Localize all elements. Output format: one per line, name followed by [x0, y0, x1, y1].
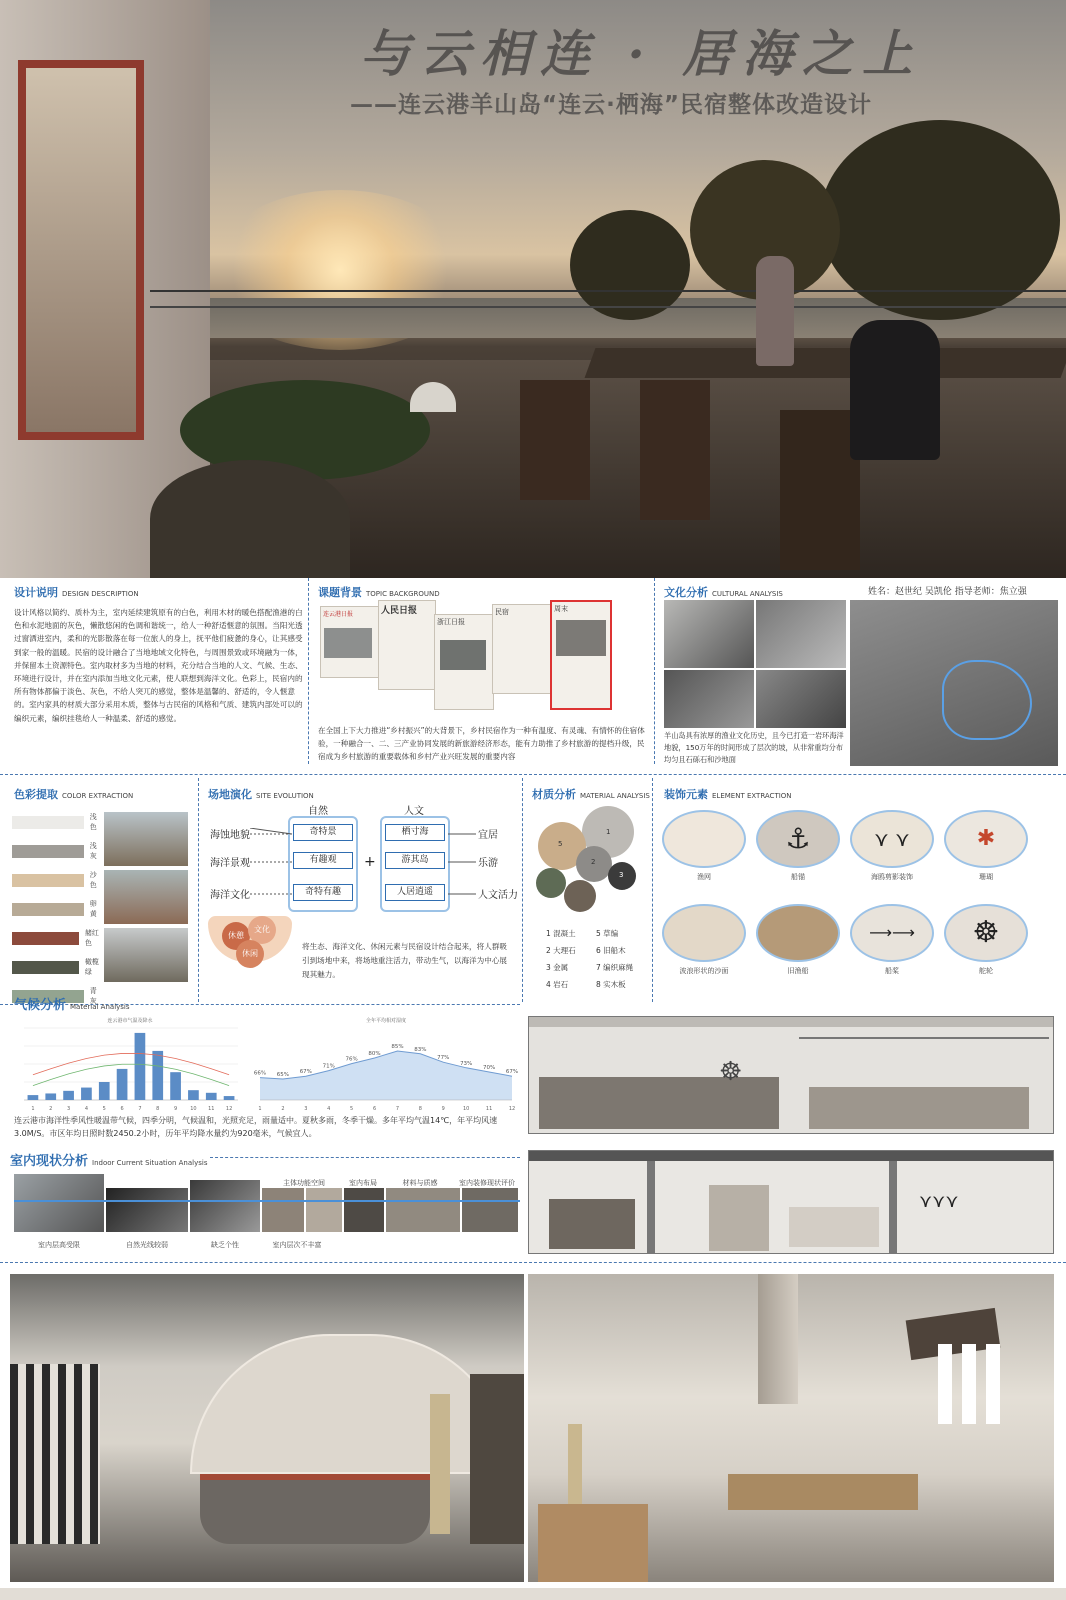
hero-rendering	[0, 0, 1066, 578]
right-label: 乐游	[478, 858, 498, 869]
culture-photo	[664, 600, 754, 668]
counter	[539, 1077, 779, 1129]
newspaper: 连云港日报	[320, 606, 380, 678]
window-slot	[986, 1344, 1000, 1424]
door	[709, 1185, 769, 1251]
site-boundary	[942, 660, 1032, 740]
bar	[206, 1093, 217, 1100]
news-photo	[556, 620, 606, 656]
divider	[308, 578, 309, 764]
bottom-strip	[0, 1588, 1066, 1600]
wood-stool	[538, 1504, 648, 1582]
material-analysis	[532, 786, 650, 802]
bar	[152, 1051, 163, 1100]
bar	[28, 1095, 39, 1100]
divider	[522, 778, 523, 1002]
section-heading: 材质分析 MATERIAL ANALYSIS	[532, 788, 650, 801]
ceiling-band	[529, 1017, 1054, 1027]
series-line	[33, 1064, 229, 1085]
newspaper: 浙江日报	[434, 614, 494, 710]
rock	[150, 460, 350, 578]
bar	[81, 1088, 92, 1100]
railing	[150, 306, 1066, 308]
material-circle: 5	[538, 822, 586, 870]
color-extraction	[14, 786, 133, 802]
color-swatch	[12, 961, 79, 974]
venn-diagram	[208, 916, 292, 980]
seated-person	[850, 320, 940, 460]
indoor-photo	[344, 1188, 384, 1232]
section-divider	[0, 1262, 1066, 1263]
tick-label: 11	[208, 1106, 215, 1112]
tick-label: 9	[173, 1106, 178, 1112]
poster-title: 与云相连 · 居海之上	[360, 24, 923, 83]
tick-label: 3	[304, 1106, 308, 1112]
window-slot	[962, 1344, 976, 1424]
partition	[647, 1161, 655, 1254]
section-heading: 课题背景 TOPIC BACKGROUND	[318, 586, 440, 599]
railing	[150, 290, 1066, 292]
material-circle	[536, 868, 566, 898]
elevation-lower	[528, 1150, 1054, 1254]
tick-label: 5	[102, 1106, 106, 1112]
element-caption: 船桨	[885, 967, 899, 975]
left-label: 海洋景观	[210, 858, 250, 869]
bar	[224, 1096, 235, 1100]
swatch-list: 浅色 浅灰 沙色 卵黄 赭红色 橄榄绿 青灰	[12, 812, 102, 1015]
section-heading: 装饰元素 ELEMENT EXTRACTION	[664, 788, 792, 801]
window-frame	[18, 60, 144, 440]
culture-pill: 栖寸海	[385, 824, 445, 841]
newspaper: 人民日报	[378, 600, 436, 690]
indoor-photo	[306, 1188, 342, 1232]
striped-screen	[10, 1364, 100, 1544]
news-photo	[324, 628, 372, 658]
pampas-vase	[568, 1424, 582, 1504]
section-heading: 文化分析 CULTURAL ANALYSIS	[664, 586, 783, 599]
divider	[652, 778, 653, 1002]
material-circle: 1	[582, 806, 634, 858]
indoor-photo	[14, 1174, 104, 1232]
tick-label: 12	[225, 1106, 233, 1112]
culture-pill: 人居逍遥	[385, 884, 445, 901]
culture-photo	[756, 600, 846, 668]
right-label: 人文活力	[478, 890, 518, 901]
element-caption: 舵轮	[979, 967, 993, 975]
sand-wave-icon	[662, 904, 746, 962]
indoor-caption: 自然光线较弱	[126, 1241, 168, 1249]
bed	[789, 1207, 879, 1247]
indoor-caption: 室内层次不丰富	[272, 1241, 322, 1249]
tick-label: 4	[84, 1106, 89, 1112]
tick-label: 5	[350, 1106, 354, 1112]
tick-label: 9	[441, 1106, 445, 1112]
color-swatch	[12, 903, 84, 916]
coral-icon: ✱	[944, 810, 1028, 868]
color-swatch	[12, 845, 84, 858]
nature-pill: 有趣观	[293, 852, 353, 869]
indoor-caption-top: 材料与质感	[402, 1179, 438, 1187]
tick-label: 6	[120, 1106, 124, 1112]
tick-label: 10	[190, 1106, 197, 1112]
venn-circle: 文化	[248, 916, 276, 944]
wave-line	[14, 1200, 520, 1202]
section-heading: 场地演化 SITE EVOLUTION	[208, 788, 314, 801]
stone-wall	[470, 1374, 524, 1544]
material-circle: 3	[608, 862, 636, 890]
tick-label: 4	[327, 1106, 331, 1112]
ship-wheel-icon: ☸	[944, 904, 1028, 962]
indoor-photo	[262, 1188, 304, 1232]
tick-label: 11	[485, 1106, 493, 1112]
climate-bar-chart	[14, 1014, 246, 1114]
material-circles	[534, 806, 654, 916]
element-caption: 旧渔船	[787, 967, 809, 975]
element-caption: 海鸥剪影装饰	[871, 873, 913, 881]
description-text: 设计风格以简约、质朴为主，室内延续建筑原有的白色，利用木材的暖色搭配渔港的白色和水泥地面的灰色，懒散悠闲的色调和谐统一，给人一种舒适惬意的氛围。当阳光透过窗洒进室内，柔和的光影散落在每一位旅人的身上，抚平他们疲惫的身心，让其感受到家一般的温暖。民宿的设计融合了当地地域文化特色，与周围景致或环境融为一体，并保留本土资源特色。室内取材多为当地的材料，充分结合当地的人文、气候、生态、环境进行设计，并在室内添加当地文化元素，使人联想到海洋文化。色彩上，民宿内的所有物体都偏于淡色、灰色，不给人突兀的感觉，整体是温馨的、舒适的，令人惬意的。室内家具的材质大部分采用木质，整体与古民宿的风格和气质、建筑内部处可以的编织元素，编织挂毯给人一种温柔、舒适的感觉。	[14, 608, 303, 723]
topic-background	[318, 584, 650, 600]
bar	[188, 1090, 199, 1100]
tick-label: 1	[258, 1106, 262, 1112]
section-heading: 室内现状分析 Indoor Current Situation Analysis	[10, 1154, 208, 1169]
section-heading: 气候分析 Material Analysis	[14, 998, 130, 1013]
newspaper: 周末	[550, 600, 612, 710]
topic-text: 在全国上下大力推进“乡村振兴”的大背景下，乡村民宿作为一种有温度、有灵魂、有情怀的住宿体验，一种融合一、二、三产业协同发展的新旅游经济形态，能有力助推了乡村旅游的提档升级，民宿成为乡村旅游的重要载体和乡村产业兴旺发展的重要内容	[318, 726, 645, 761]
left-label: 海蚀地貌	[210, 830, 250, 841]
tick-label: 7	[138, 1106, 142, 1112]
interior-render-reception	[10, 1274, 524, 1582]
chart-title: 全年平均相对湿度	[365, 1018, 407, 1024]
element-caption: 珊瑚	[979, 873, 993, 881]
element-caption: 船锚	[791, 873, 805, 881]
venn-circle: 休闲	[236, 940, 264, 968]
data-label: 67%	[299, 1069, 312, 1076]
element-caption: 渔网	[697, 873, 711, 881]
culture-text: 羊山岛具有浓厚的渔业文化历史，且今已打造一岩环海洋地貌，150万年的时间形成了层次的坡，从非常重均分布均匀且石砾石和沙地面	[664, 731, 844, 764]
climate-text: 连云港市海洋性季风性暖温带气候，四季分明，气候温和，光照充足，雨量适中。夏秋多雨，冬季干燥。多年平均气温14℃，年平均风速3.0M/S。市区年均日照时数2450.2小时，历年平均降水量约为920毫米，气候宜人。	[14, 1116, 498, 1138]
ship-wheel-icon: ☸	[719, 1057, 743, 1087]
section-heading: 色彩提取 COLOR EXTRACTION	[14, 788, 134, 801]
indoor-caption-top: 室内布局	[349, 1179, 377, 1187]
data-label: 65%	[276, 1072, 290, 1078]
culture-pill: 游其岛	[385, 852, 445, 869]
bar	[63, 1091, 74, 1100]
right-label: 宜居	[478, 830, 498, 841]
newspaper: 民宿	[492, 604, 552, 694]
boat-icon	[756, 904, 840, 962]
plus-sign: +	[364, 854, 376, 870]
curved-wall	[190, 1334, 510, 1474]
elevation-upper	[528, 1016, 1054, 1134]
element-caption: 波浪形状的沙面	[679, 967, 729, 975]
island-map	[850, 600, 1058, 766]
bar	[170, 1072, 181, 1100]
color-swatch	[12, 932, 79, 945]
material-circle	[564, 880, 596, 912]
color-photo	[104, 870, 188, 924]
chair	[780, 410, 860, 570]
seagull-icon: ⋎⋎⋎	[919, 1191, 959, 1212]
tick-label: 2	[49, 1106, 53, 1112]
indoor-photo	[106, 1188, 188, 1232]
indoor-caption-top: 主体功能空间	[283, 1179, 325, 1187]
data-label: 73%	[460, 1060, 473, 1067]
nature-pill: 奇特有趣	[293, 884, 353, 901]
indoor-caption-top: 室内装修现状评价	[459, 1179, 515, 1187]
data-label: 85%	[391, 1044, 404, 1050]
tick-label: 8	[418, 1106, 422, 1112]
humidity-line-chart	[252, 1014, 520, 1114]
table	[809, 1087, 1029, 1129]
data-label: 76%	[345, 1056, 358, 1063]
data-label: 67%	[505, 1069, 519, 1076]
material-list: 1 混凝土 5 草编 2 大理石 6 旧船木 3 金属 7 编织麻绳 4 岩石 8 实木板	[546, 929, 634, 989]
oar-icon: ⟶⟶	[850, 904, 934, 962]
site-evolution	[208, 786, 314, 802]
color-swatch	[12, 874, 84, 887]
indoor-analysis	[10, 1150, 207, 1169]
bar	[45, 1093, 56, 1100]
standing-person	[756, 256, 794, 366]
indoor-photo	[190, 1180, 260, 1232]
bar	[99, 1082, 110, 1100]
tick-label: 1	[31, 1106, 35, 1112]
ceiling-band	[529, 1151, 1054, 1161]
section-heading: 设计说明 DESIGN DESCRIPTION	[14, 586, 139, 599]
pampas-vase	[430, 1394, 450, 1534]
tick-label: 6	[372, 1106, 377, 1112]
chair	[520, 380, 590, 500]
bar	[135, 1033, 146, 1100]
furniture	[549, 1199, 635, 1249]
dining-table	[728, 1474, 918, 1510]
anchor-icon: ⚓	[756, 810, 840, 868]
reception-desk	[200, 1474, 430, 1544]
material-circle: 2	[576, 846, 612, 882]
color-photo	[104, 812, 188, 866]
indoor-photo	[386, 1188, 460, 1232]
tick-label: 3	[66, 1106, 71, 1112]
interior-render-dining	[528, 1274, 1054, 1582]
evolution-arrows	[250, 828, 550, 902]
tick-label: 2	[281, 1106, 285, 1112]
section-divider	[210, 1157, 520, 1158]
nature-title: 自然	[308, 806, 328, 817]
indoor-photo	[462, 1188, 518, 1232]
culture-photo	[756, 670, 846, 728]
left-label: 海洋文化	[210, 890, 250, 901]
divider	[198, 778, 199, 1002]
data-label: 66%	[253, 1070, 267, 1077]
tick-label: 10	[462, 1106, 470, 1112]
tick-label: 7	[395, 1106, 400, 1112]
news-photo	[440, 640, 486, 670]
tick-label: 8	[156, 1106, 160, 1112]
data-label: 80%	[368, 1051, 381, 1057]
evolution-text: 将生态、海洋文化、休闲元素与民宿设计结合起来，将人群吸引到场地中来，将场地重注活力，带动生气，以海洋为中心展现其魅力。	[302, 942, 508, 979]
ceiling-fin	[758, 1274, 798, 1404]
fishing-net-icon	[662, 810, 746, 868]
credits: 姓名：赵世纪 吴凯伦 指导老师：焦立强	[868, 587, 1027, 597]
dining-table	[585, 348, 1066, 378]
bar	[117, 1069, 128, 1100]
culture-title: 人文	[404, 806, 424, 817]
tree	[570, 210, 690, 320]
seagull-icon: ⋎ ⋎	[850, 810, 934, 868]
indoor-photos	[14, 1170, 520, 1256]
culture-photo	[664, 670, 754, 728]
poster-subtitle: ——连云港羊山岛“连云·栖海”民宿整体改造设计	[350, 92, 872, 118]
color-photo	[104, 928, 188, 982]
divider	[654, 578, 655, 764]
design-description	[14, 584, 306, 725]
indoor-caption: 室内层高受限	[38, 1241, 80, 1249]
venn-circle: 休憩	[222, 922, 250, 950]
nature-pill: 奇特景	[293, 824, 353, 841]
window-slot	[938, 1344, 952, 1424]
humidity-area	[260, 1051, 512, 1100]
data-label: 71%	[322, 1063, 335, 1070]
color-swatch	[12, 816, 84, 829]
data-label: 83%	[414, 1046, 427, 1053]
chair	[640, 380, 710, 520]
partition	[889, 1161, 897, 1254]
section-divider	[0, 774, 1066, 775]
data-label: 70%	[482, 1065, 496, 1071]
indoor-caption: 缺乏个性	[211, 1241, 239, 1249]
climate-analysis	[14, 994, 130, 1013]
tick-label: 12	[508, 1106, 516, 1112]
chart-title: 连云港市气温及降水	[107, 1018, 153, 1024]
newspaper-collage	[320, 600, 650, 720]
data-label: 77%	[437, 1055, 450, 1062]
element-extraction	[664, 786, 792, 802]
element-grid	[662, 806, 1062, 996]
